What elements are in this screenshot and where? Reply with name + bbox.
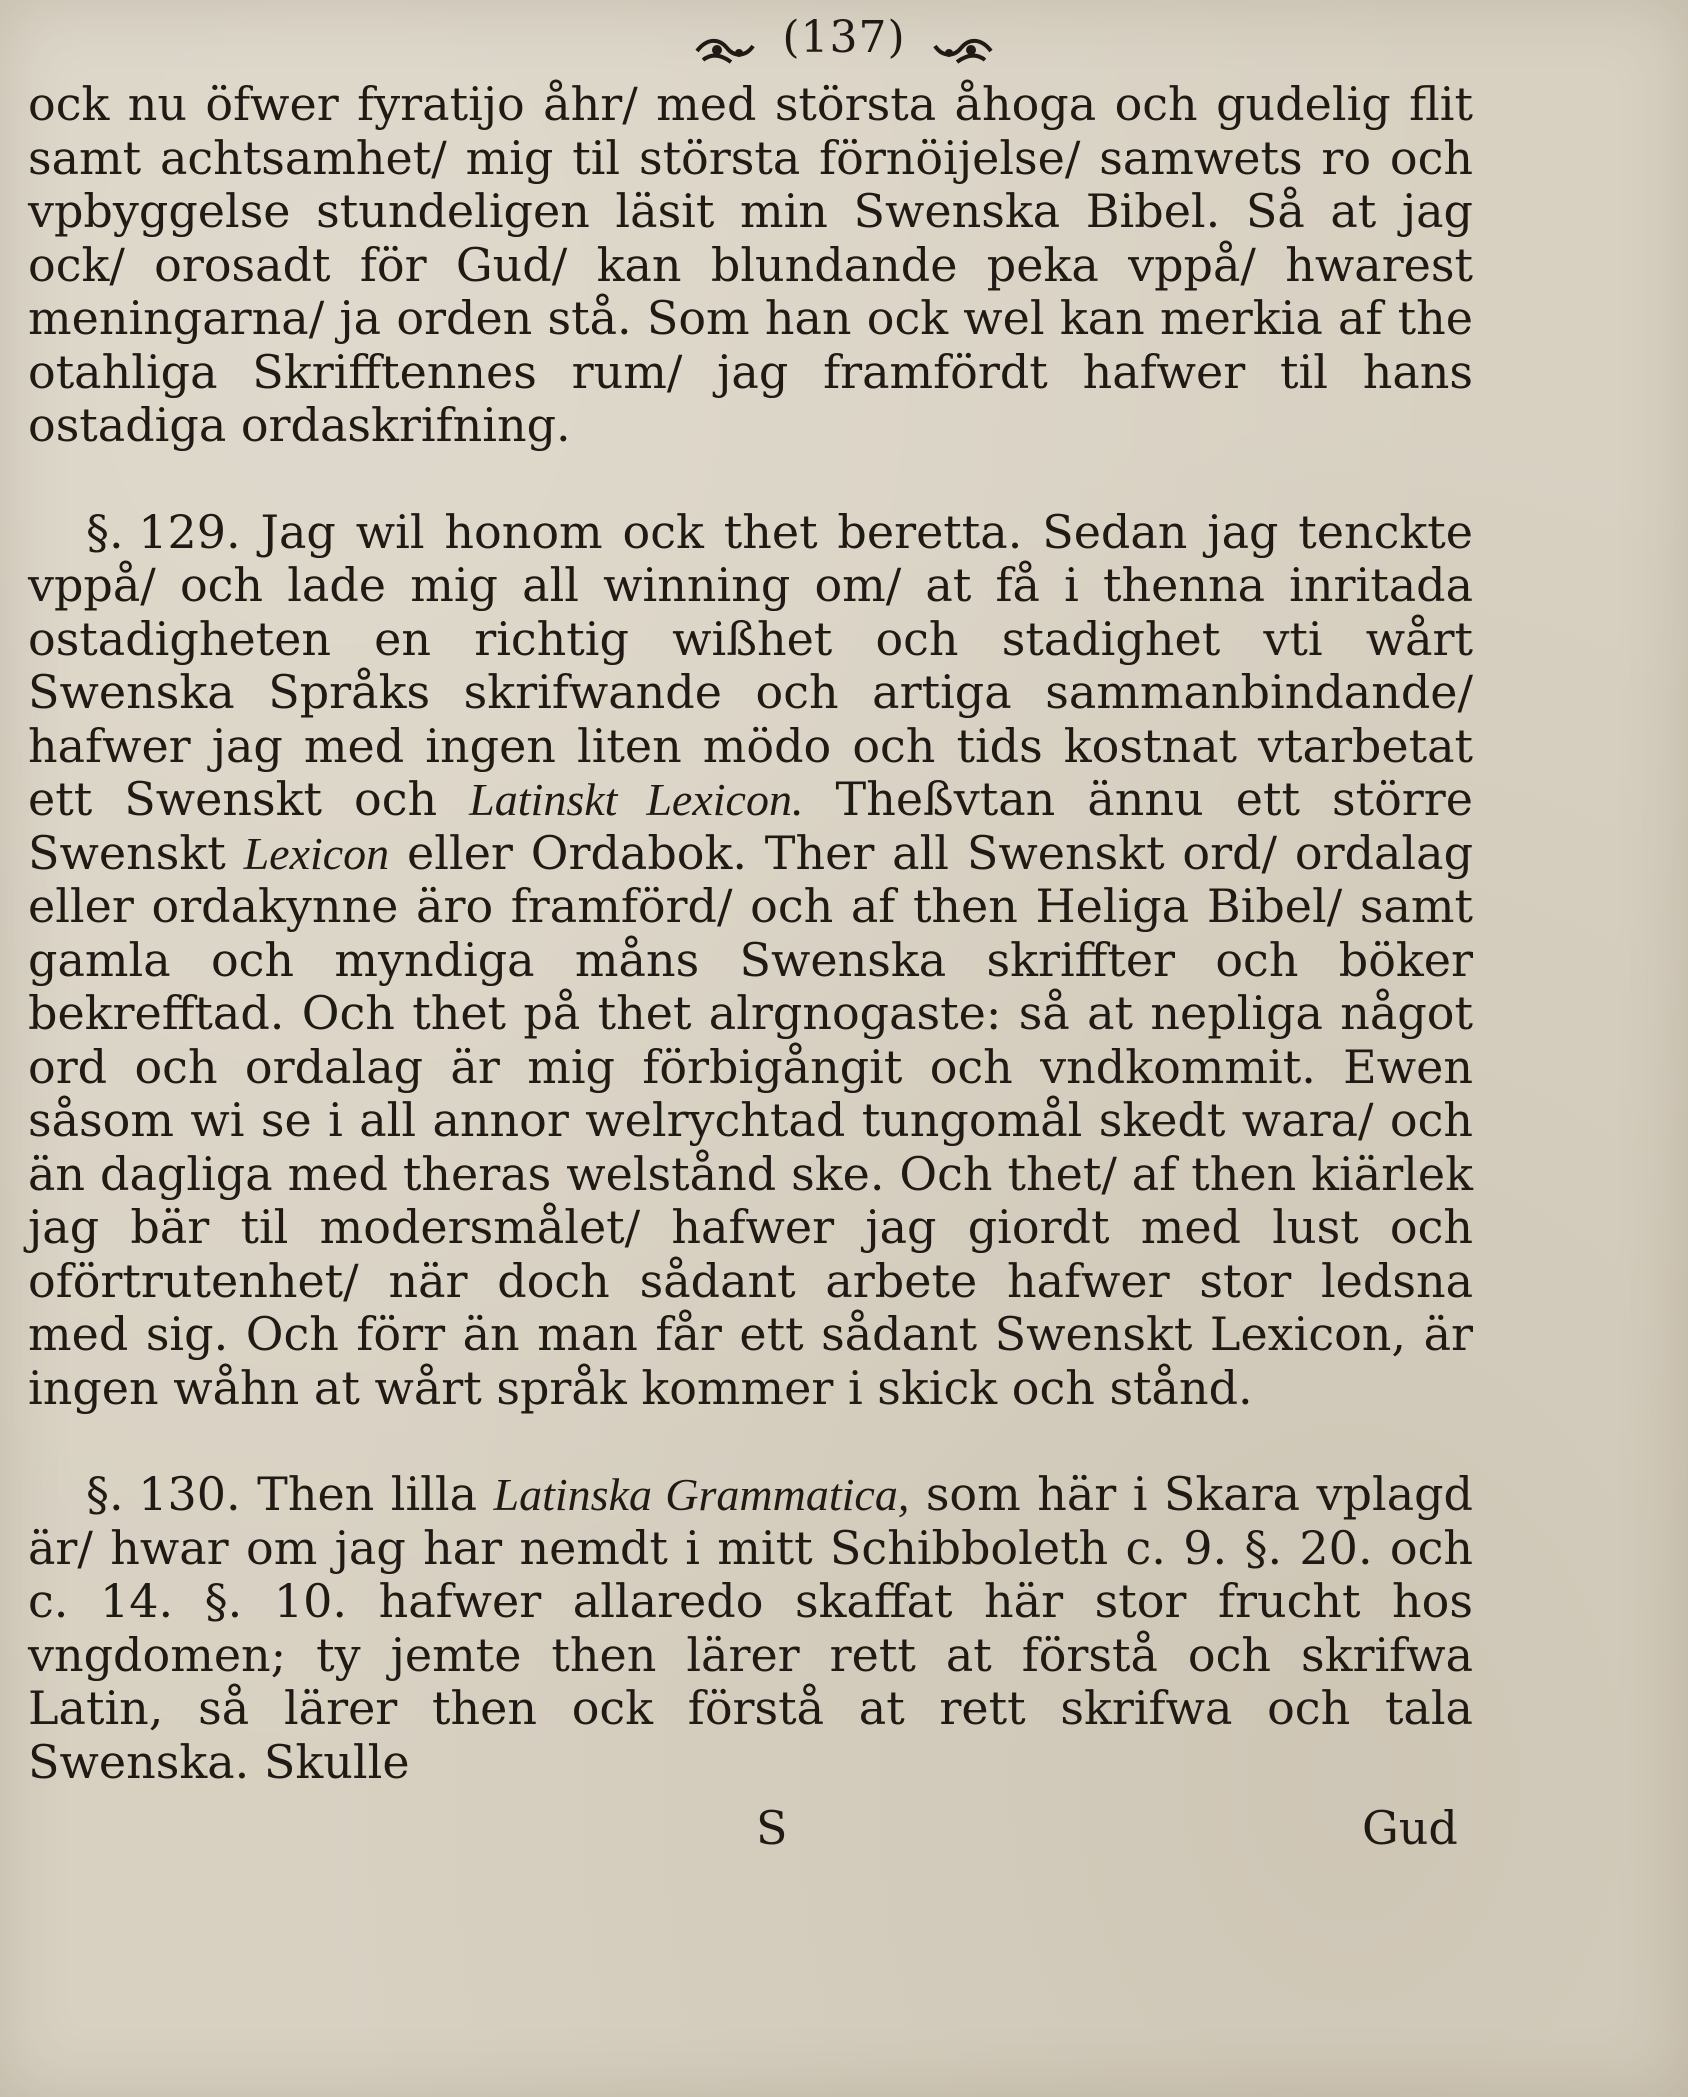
page-body [28, 78, 1473, 1789]
section-number-129: §. 129. [86, 504, 241, 559]
paragraph-1: ock nu öfwer fyratijo åhr/ med största åhoga och gudelig flit samt achtsamhet/ mig til största förnöijelse/ samwets ro och vpbyggelse stundeligen läsit min Swenska Bibel. Så at jag ock/ orosadt för Gud/ kan blundande peka vppå/ hwarest meningarna/ ja orden stå. Som han ock wel kan merkia af the otahliga Skrifftennes rum/ jag framfördt hafwer til hans ostadiga ordaskrifning. [28, 77, 1473, 452]
catchword: Gud [1362, 1801, 1458, 1855]
latin-lexicon-word: Lexicon [243, 827, 390, 879]
paragraph-130 [28, 1468, 1473, 1789]
paragraph-129 [28, 506, 1473, 1416]
page-number: (137) [782, 12, 906, 63]
fleuron-left-icon [693, 24, 757, 58]
paragraph-130-text-a: Then lilla [257, 1467, 478, 1521]
page-header [0, 8, 1688, 68]
paragraph-129-text-c: eller Ordabok. Ther all Swenskt ord/ ordalag eller ordakynne äro framförd/ och af then Heliga Bibel/ samt gamla och myndiga måns Swenska skriffter och böker bekrefftad. Och thet på thet alrgnogaste: så at nepliga något ord och ordalag är mig förbigångit och vndkommit. Ewen såsom wi se i all annor welrychtad tungomål skedt wara/ och än dagliga med theras welstånd ske. Och thet/ af then kiärlek jag bär til modersmålet/ hafwer jag giordt med lust och oförtrutenhet/ när doch sådant arbete hafwer stor ledsna med sig. Och förr än man får ett sådant Swenskt Lexicon, är ingen wåhn at wårt språk kommer i skick och stånd. [28, 825, 1474, 1415]
latin-grammatica-text: Latinska Grammatica, [493, 1469, 910, 1520]
signature-mark: S [756, 1801, 788, 1855]
latin-lexicon-text: Latinskt Lexicon. [469, 774, 804, 825]
section-number-130: §. 130. [86, 1467, 241, 1521]
paragraph-129-text-a: Jag wil honom ock thet beretta. Sedan jag tenckte vppå/ och lade mig all winning om/ at få i thenna inritada ostadigheten en richtig wißhet och stadighet vti wårt Swenska Språks skrifwande och artiga sammanbindande/ hafwer jag med ingen liten mödo och tids kostnat vtarbetat ett Swenskt och [28, 504, 1473, 826]
fleuron-right-icon [931, 24, 995, 58]
paragraph-129-text-b: Theßvtan ännu ett större Swenskt [28, 772, 1473, 880]
paragraph-130-text-b: som här i Skara vplagd är/ hwar om jag har nemdt i mitt Schibboleth c. 9. §. 20. och c. 14. §. 10. hafwer allaredo skaffat här stor frucht hos vngdomen; ty jemte then lärer rett at förstå och skrifwa Latin, så lärer then ock förstå at rett skrifwa och tala Swenska. Skulle [28, 1467, 1474, 1789]
